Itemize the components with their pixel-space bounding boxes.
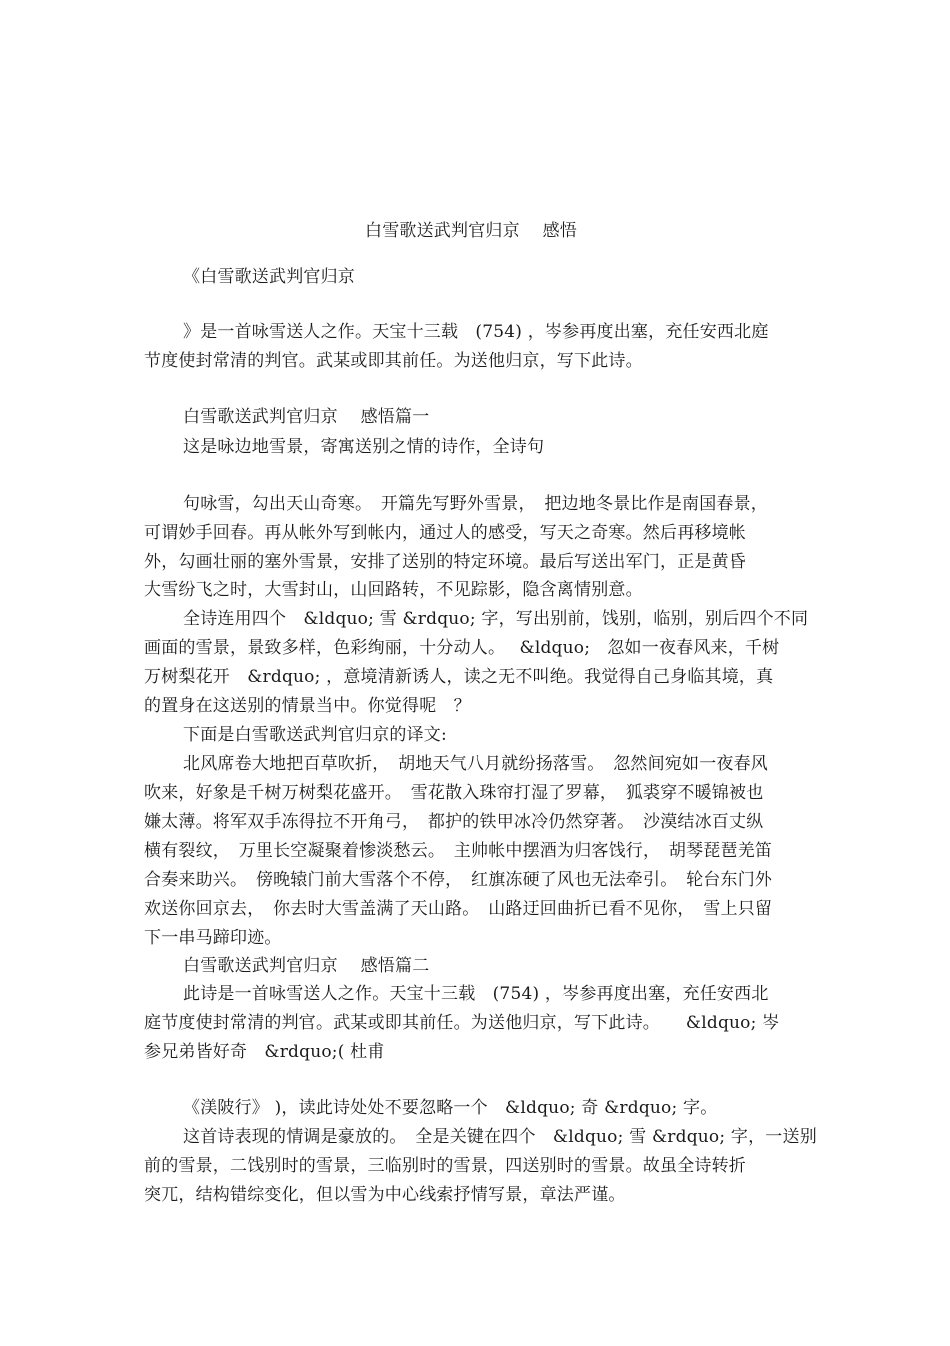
- text-line: 这首诗表现的情调是豪放的。 全是关键在四个 &ldquo; 雪 &rdquo; 字，一送别: [183, 1127, 817, 1147]
- text-line: 大雪纷飞之时，大雪封山，山回路转，不见踪影，隐含离情别意。: [144, 580, 643, 600]
- text-line: 的置身在这送别的情景当中。你觉得呢 ？: [144, 696, 471, 716]
- text-line: 参兄弟皆好奇 &rdquo;( 杜甫: [144, 1042, 385, 1062]
- text-line: 句咏雪，勾出天山奇寒。 开篇先写野外雪景， 把边地冬景比作是南国春景，: [183, 494, 768, 514]
- text-line: 全诗连用四个 &ldquo; 雪 &rdquo; 字，写出别前，饯别，临别，别后四个不同: [183, 609, 809, 629]
- text-line: 突兀，结构错综变化，但以雪为中心线索抒情写景，章法严谨。: [144, 1185, 626, 1205]
- text-line: 吹来，好象是千树万树梨花盛开。 雪花散入珠帘打湿了罗幕， 狐裘穿不暖锦被也: [144, 783, 764, 803]
- text-line: 此诗是一首咏雪送人之作。天宝十三载 (754) ，岑参再度出塞，充任安西北: [183, 984, 769, 1004]
- text-line: 前的雪景，二饯别时的雪景，三临别时的雪景，四送别时的雪景。故虽全诗转折: [144, 1156, 746, 1176]
- text-line: 万树梨花开 &rdquo; ，意境清新诱人，读之无不叫绝。我觉得自己身临其境，真: [144, 667, 774, 687]
- text-line: 外，勾画壮丽的塞外雪景，安排了送别的特定环境。最后写送出军门，正是黄昏: [144, 552, 746, 572]
- text-line: 这是咏边地雪景，寄寓送别之情的诗作，全诗句: [183, 437, 545, 457]
- text-line: 节度使封常清的判官。武某或即其前任。为送他归京，写下此诗。: [144, 351, 643, 371]
- text-line: 庭节度使封常清的判官。武某或即其前任。为送他归京，写下此诗。 &ldquo; 岑: [144, 1013, 780, 1033]
- text-line: 画面的雪景，景致多样，色彩绚丽，十分动人。 &ldquo; 忽如一夜春风来，千树: [144, 638, 780, 658]
- text-line: 横有裂纹， 万里长空凝聚着惨淡愁云。 主帅帐中摆酒为归客饯行， 胡琴琵琶羌笛: [144, 841, 773, 861]
- text-line: 合奏来助兴。 傍晚辕门前大雪落个不停， 红旗冻硬了风也无法牵引。 轮台东门外: [144, 870, 773, 890]
- text-line: 欢送你回京去， 你去时大雪盖满了天山路。 山路迂回曲折已看不见你， 雪上只留: [144, 899, 773, 919]
- text-line: 嫌太薄。将军双手冻得拉不开角弓， 都护的铁甲冰冷仍然穿著。 沙漠结冰百丈纵: [144, 812, 764, 832]
- section-heading: 白雪歌送武判官归京 感悟篇二: [183, 956, 430, 976]
- section-heading: 白雪歌送武判官归京 感悟篇一: [183, 407, 430, 427]
- text-line: 《白雪歌送武判官归京: [183, 267, 355, 287]
- text-line: 北风席卷大地把百草吹折， 胡地天气八月就纷扬落雪。 忽然间宛如一夜春风: [183, 754, 768, 774]
- document-title: 白雪歌送武判官归京 感悟: [365, 221, 578, 241]
- text-line: 可谓妙手回春。再从帐外写到帐内，通过人的感受，写天之奇寒。然后再移境帐: [144, 523, 746, 543]
- text-line: 下面是白雪歌送武判官归京的译文:: [183, 725, 447, 745]
- text-line: 《渼陂行》 )，读此诗处处不要忽略一个 &ldquo; 奇 &rdquo; 字。: [183, 1098, 718, 1118]
- text-line: 下一串马蹄印迹。: [144, 928, 282, 948]
- text-line: 》是一首咏雪送人之作。天宝十三载 (754) ，岑参再度出塞，充任安西北庭: [183, 322, 769, 342]
